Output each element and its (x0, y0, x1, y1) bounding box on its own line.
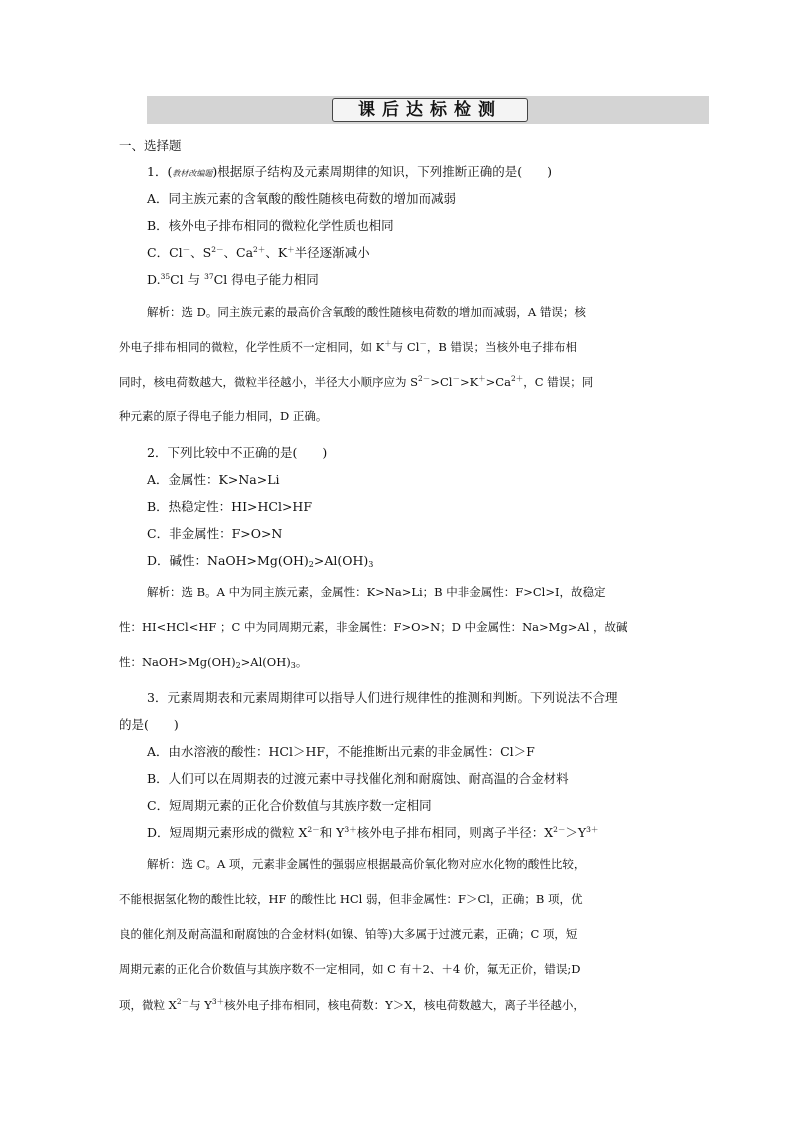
q3-option-b: B．人们可以在周期表的过渡元素中寻找催化剂和耐腐蚀、耐高温的合金材料 (147, 771, 569, 786)
q2-option-c: C．非金属性：F>O>N (147, 526, 283, 541)
q2-explanation-line-2: 性：HI<HCl<HF ；C 中为同周期元素，非金属性：F>O>N；D 中金属性：Na>Mg>Al ，故碱 (119, 620, 628, 634)
page-title: 课后达标检测 (332, 98, 528, 122)
q3-explanation-line-3: 良的催化剂及耐高温和耐腐蚀的合金材料(如镍、铂等)大多属于过渡元素，正确；C 项，短 (119, 927, 578, 941)
q3-explanation-line-1: 解析：选 C。A 项，元素非金属性的强弱应根据最高价氧化物对应水化物的酸性比较， (147, 857, 586, 871)
q3-explanation-line-2: 不能根据氢化物的酸性比较，HF 的酸性比 HCl 弱，但非金属性：F＞Cl，正确；B 项，优 (119, 892, 583, 906)
q1-explanation-line-3: 同时，核电荷数越大，微粒半径越小，半径大小顺序应为 $S^{2-}>Cl^->K^+>Ca^{2+}$，C 错误；同 (119, 374, 594, 389)
q1-explanation-line-4: 种元素的原子得电子能力相同，D 正确。 (119, 409, 328, 423)
q1-option-d: D.$^{35}$Cl 与 $^{37}$Cl 得电子能力相同 (147, 272, 319, 287)
q3-option-d: D．短周期元素形成的微粒 $X^{2-}$和 $Y^{3+}$核外电子排布相同，则离子半径：$X^{2-}>Y^{3+}$ (147, 825, 599, 840)
question-1-stem: 1．(教材改编题)根据原子结构及元素周期律的知识，下列推断正确的是( ) (147, 164, 552, 179)
q1-option-a: A．同主族元素的含氧酸的酸性随核电荷数的增加而减弱 (147, 191, 457, 206)
q1-option-c: C．Cl－、$S^{2-}$、$Ca^{2+}$、K＋半径逐渐减小 (147, 245, 370, 260)
q3-explanation-line-4: 周期元素的正化合价数值与其族序数不一定相同，如 C 有＋2、＋4 价，氟无正价，错误;D (119, 962, 581, 976)
q2-option-b: B．热稳定性：HI>HCl>HF (147, 499, 313, 514)
question-2-stem: 2．下列比较中不正确的是( ) (147, 445, 328, 460)
q2-explanation-line-1: 解析：选 B。A 中为同主族元素，金属性：K>Na>Li；B 中非金属性：F>Cl>I，故稳定 (147, 585, 606, 599)
q3-explanation-line-5: 项，微粒 $X^{2-}$与 $Y^{3+}$核外电子排布相同，核电荷数：Y＞X，核电荷数越大，离子半径越小， (119, 997, 585, 1012)
q1-explanation-line-1: 解析：选 D。同主族元素的最高价含氧酸的酸性随核电荷数的增加而减弱，A 错误；核 (147, 305, 586, 319)
question-3-stem-line-2: 的是( ) (119, 717, 179, 732)
q2-explanation-line-3: 性：$NaOH>Mg(OH)_2>Al(OH)_3$。 (119, 655, 308, 670)
q1-explanation-line-2: 外电子排布相同的微粒，化学性质不一定相同，如 K＋与 Cl－，B 错误；当核外电子排布相 (119, 339, 577, 354)
source-tag: 教材改编题 (172, 169, 213, 178)
q2-option-a: A．金属性：K>Na>Li (147, 472, 280, 487)
header-banner (147, 96, 709, 124)
section-title: 一、选择题 (119, 138, 182, 153)
question-3-stem-line-1: 3．元素周期表和元素周期律可以指导人们进行规律性的推测和判断。下列说法不合理 (147, 690, 618, 705)
q3-option-a: A．由水溶液的酸性：HCl＞HF，不能推断出元素的非金属性：Cl＞F (147, 744, 535, 759)
q1-option-b: B．核外电子排布相同的微粒化学性质也相同 (147, 218, 394, 233)
q3-option-c: C．短周期元素的正化合价数值与其族序数一定相同 (147, 798, 432, 813)
q2-option-d: D．碱性：$NaOH>Mg(OH)_2>Al(OH)_3$ (147, 553, 374, 569)
